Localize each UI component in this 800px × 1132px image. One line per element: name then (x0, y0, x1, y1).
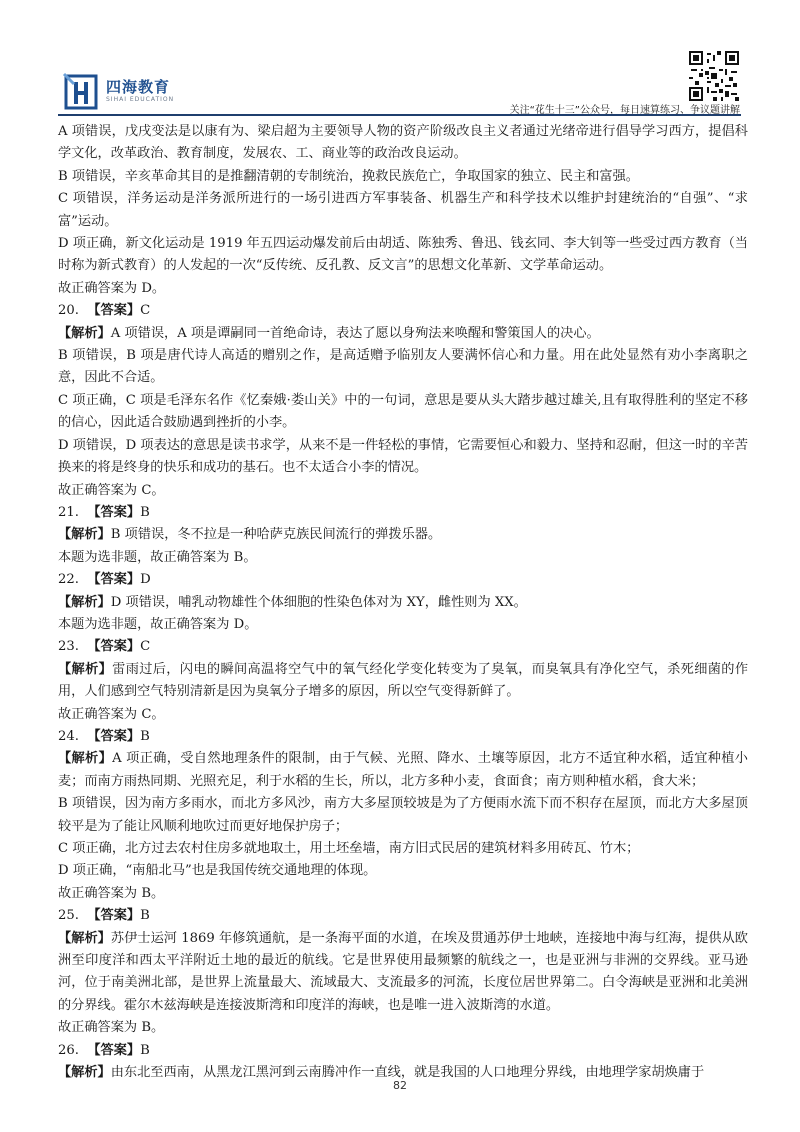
question-number: 25. (58, 908, 79, 924)
answer-label: 【答案】 (87, 504, 141, 520)
paragraph: 故正确答案为 C。 (58, 482, 165, 498)
paragraph: D 项正确，新文化运动是 1919 年五四运动爆发前后由胡适、陈独秀、鲁迅、钱玄同、李大钊等一些受过西方教育（当时称为新式教育）的人发起的一次“反传统、反孔教、反文言”的思想文化革新、文学革命运动。 (58, 236, 748, 274)
answer-label: 【答案】 (87, 572, 141, 588)
answer-label: 【答案】 (87, 1042, 141, 1058)
paragraph: A 项错误，戊戌变法是以康有为、梁启超为主要领导人物的资产阶级改良主义者通过光绪帝进行倡导学习西方，提倡科学文化，改革政治、教育制度，发展农、工、商业等的政治改良运动。 (58, 124, 748, 162)
analysis-text: 由东北至西南，从黑龙江黑河到云南腾冲作一直线，就是我国的人口地理分界线，由地理学家胡焕庸于 (110, 1065, 705, 1081)
answer-label: 【答案】 (87, 728, 141, 744)
paragraph: C 项正确，北方过去农村住房多就地取土，用土坯垒墙，南方旧式民居的建筑材料多用砖瓦、竹木； (58, 841, 640, 856)
analysis-line (58, 592, 748, 614)
qr-code-icon (689, 51, 739, 101)
answer-value: B (140, 908, 150, 924)
answer-line (58, 905, 748, 927)
page-number: 82 (393, 1079, 407, 1092)
answer-label: 【答案】 (87, 639, 141, 655)
answer-line (58, 636, 748, 658)
analysis-label: 【解析】 (58, 527, 111, 543)
analysis-text: A 项正确，受自然地理条件的限制，由于气候、光照、降水、土壤等原因，北方不适宜种水稻，适宜种植小麦；而南方雨热同期、光照充足，利于水稻的生长，所以，北方多种小麦，食面食；南方则种植水稻，食大米； (58, 751, 748, 789)
answer-value: B (140, 728, 150, 744)
answer-line (58, 726, 748, 748)
analysis-text: B 项错误，冬不拉是一种哈萨克族民间流行的弹拨乐器。 (110, 527, 442, 543)
analysis-label: 【解析】 (58, 751, 113, 767)
answer-value: B (140, 1042, 150, 1058)
analysis-text: 苏伊士运河 1869 年修筑通航，是一条海平面的水道，在埃及贯通苏伊士地峡，连接地中海与红海，提供从欧洲至印度洋和西太平洋附近土地的最近的航线。它是世界使用最频繁的航线之一，也是亚洲与非洲的交界线。亚马逊河，位于南美洲北部，是世界上流量最大、流域最大、支流最多的河流，长度位居世界第二。白令海峡是亚洲和北美洲的分界线。霍尔木兹海峡是连接波斯湾和印度洋的海峡，也是唯一进入波斯湾的水道。 (58, 930, 748, 1013)
sihai-logo-icon (62, 72, 102, 112)
logo (62, 72, 182, 112)
paragraph: 故正确答案为 B。 (58, 885, 165, 901)
analysis-text: 雷雨过后，闪电的瞬间高温将空气中的氧气经化学变化转变为了臭氧，而臭氧具有净化空气，杀死细菌的作用，人们感到空气特别清新是因为臭氧分子增多的原因，所以空气变得新鲜了。 (58, 661, 749, 700)
analysis-text: D 项错误，哺乳动物雄性个体细胞的性染色体对为 XY，雌性则为 XX。 (110, 594, 527, 610)
paragraph: B 项错误，辛亥革命其目的是推翻清朝的专制统治，挽救民族危亡，争取国家的独立、民主和富强。 (58, 168, 639, 184)
analysis-line (58, 659, 748, 704)
analysis-label: 【解析】 (58, 930, 111, 946)
answer-value: C (140, 303, 151, 319)
analysis-line (58, 748, 748, 793)
question-number: 23. (58, 639, 79, 655)
analysis-line (58, 323, 748, 345)
answer-label: 【答案】 (87, 908, 141, 924)
answer-value: C (140, 639, 151, 655)
paragraph: B 项错误，因为南方多雨水，而北方多风沙，南方大多屋顶较坡是为了方便雨水流下而不积存在屋顶，而北方大多屋顶较平是为了能让风顺利地吹过而更好地保护房子； (58, 796, 748, 834)
answer-label: 【答案】 (87, 303, 141, 319)
analysis-label: 【解析】 (58, 1065, 111, 1081)
paragraph: D 项错误，D 项表达的意思是读书求学，从来不是一件轻松的事情，它需要恒心和毅力、坚持和忍耐，但这一时的辛苦换来的将是终身的快乐和成功的基石。也不太适合小李的情况。 (58, 437, 748, 476)
analysis-line (58, 928, 748, 1018)
analysis-label: 【解析】 (58, 325, 111, 341)
logo-text-cn: 四海教育 (106, 78, 171, 96)
question-number: 26. (58, 1042, 79, 1058)
logo-text-en: SIHAI EDUCATION (106, 96, 175, 103)
paragraph: 本题为选非题，故正确答案为 B。 (58, 549, 257, 565)
header-divider (58, 114, 741, 116)
answer-line (58, 502, 748, 524)
page-header (0, 0, 800, 118)
answer-value: B (140, 504, 150, 520)
question-number: 22. (58, 572, 79, 588)
paragraph: 故正确答案为 D。 (58, 280, 166, 296)
question-number: 20. (58, 303, 79, 319)
paragraph: B 项错误，B 项是唐代诗人高适的赠别之作，是高适赠予临别友人要满怀信心和力量。用在此处显然有劝小李离职之意，因此不合适。 (58, 348, 748, 386)
paragraph: D 项正确，“南船北马”也是我国传统交通地理的体现。 (58, 863, 377, 879)
analysis-line (58, 524, 748, 546)
question-number: 24. (58, 728, 79, 744)
answer-line (58, 569, 748, 591)
question-number: 21. (58, 504, 79, 520)
analysis-label: 【解析】 (58, 661, 113, 677)
analysis-text: A 项错误，A 项是谭嗣同一首绝命诗，表达了愿以身殉法来唤醒和警策国人的决心。 (110, 325, 600, 341)
paragraph: 故正确答案为 B。 (58, 1020, 165, 1036)
header-slogan: 关注“花生十三”公众号，每日速算练习、争议题讲解 (509, 105, 740, 116)
paragraph: C 项错误，洋务运动是洋务派所进行的一场引进西方军事装备、机器生产和科学技术以维护封建统治的“自强”、“求富”运动。 (58, 191, 748, 229)
paragraph: 本题为选非题，故正确答案为 D。 (58, 616, 258, 632)
answer-value: D (140, 572, 151, 588)
paragraph: 故正确答案为 C。 (58, 706, 165, 722)
answer-line (58, 300, 748, 322)
paragraph: C 项正确，C 项是毛泽东名作《忆秦娥·娄山关》中的一句词，意思是要从头大踏步越过雄关,且有取得胜利的坚定不移的信心，因此适合鼓励遇到挫折的小李。 (58, 392, 748, 431)
document-body (58, 121, 748, 1084)
answer-line (58, 1040, 748, 1062)
analysis-label: 【解析】 (58, 594, 111, 610)
